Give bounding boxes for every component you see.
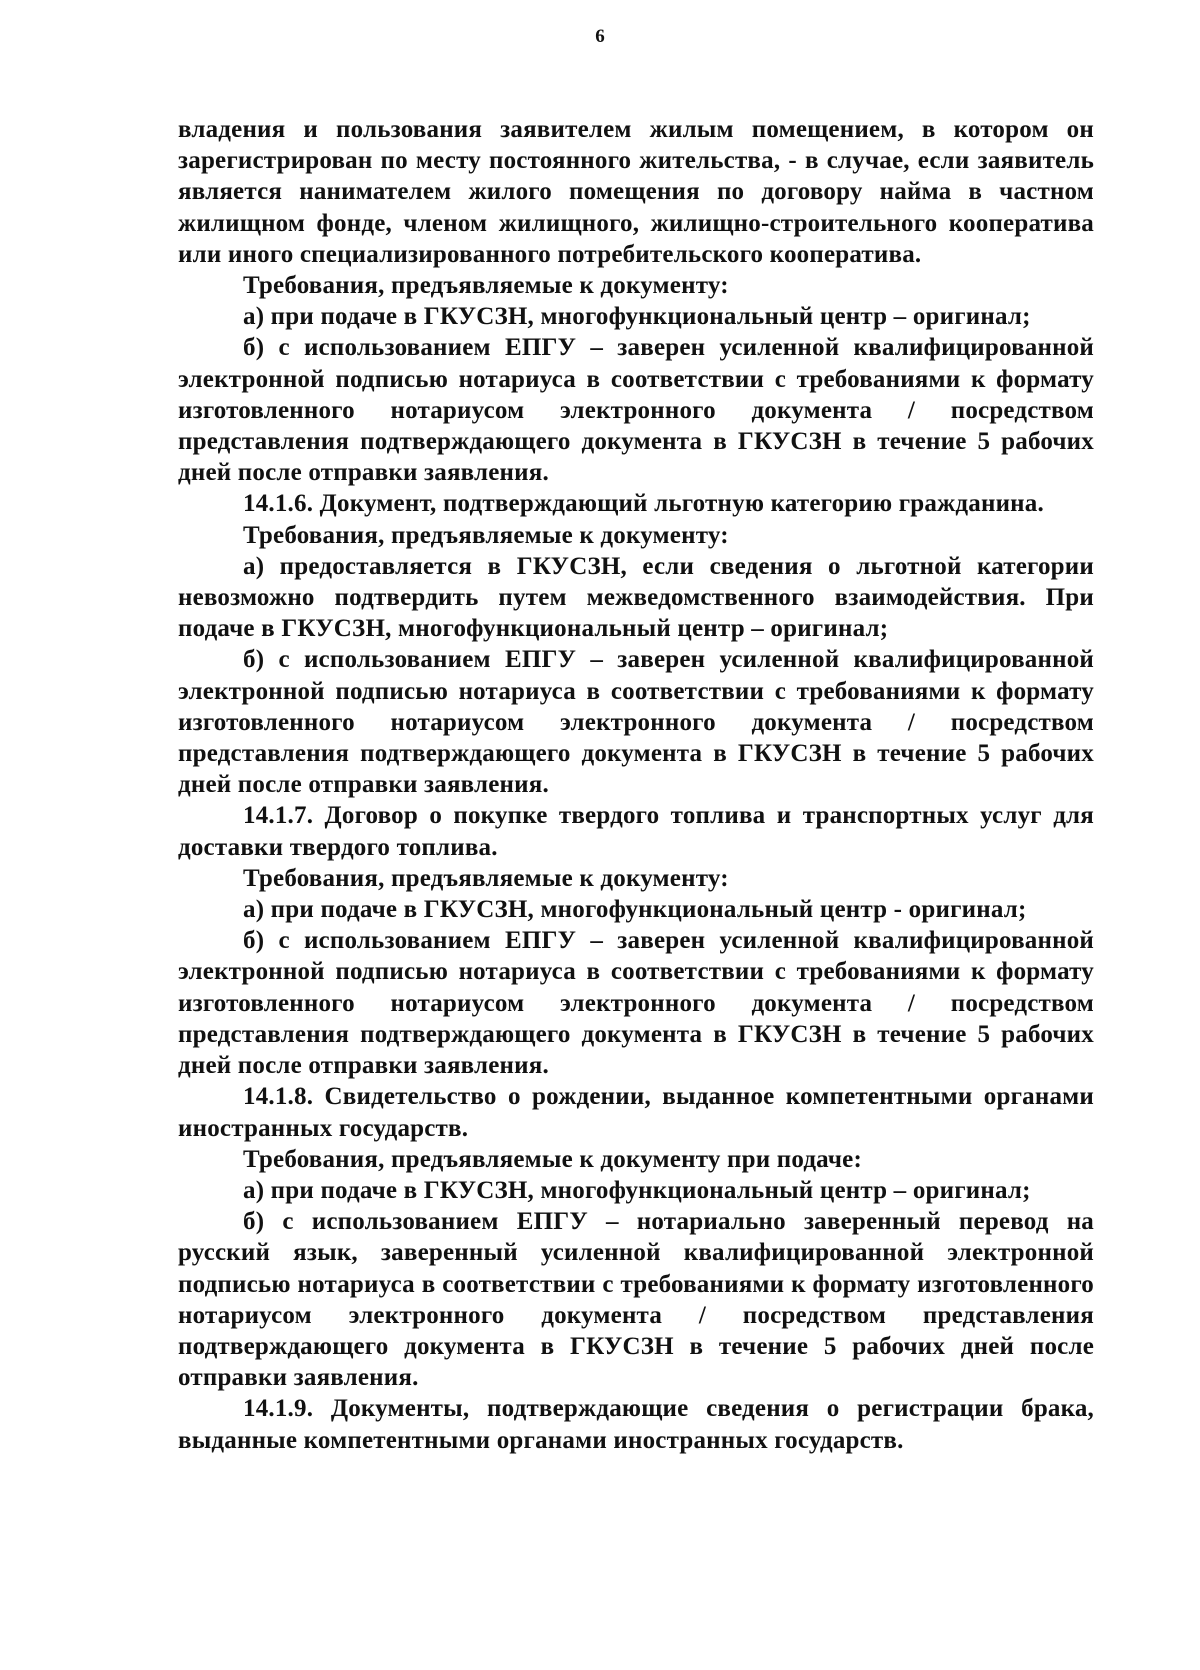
paragraph-item-b: б) с использованием ЕПГУ – заверен усиленной квалифицированной электронной подписью нотариуса в соответствии с требованиями к формату изготовленного нотариусом электронного документа / посредством представления подтверждающего документа в ГКУСЗН в течение 5 рабочих дней после отправки заявления. — [178, 646, 1094, 799]
paragraph-item-b: б) с использованием ЕПГУ – нотариально заверенный перевод на русский язык, заверенный усиленной квалифицированной электронной подписью нотариуса в соответствии с требованиями к формату изготовленного нотариусом электронного документа / посредством представления подтверждающего документа в ГКУСЗН в течение 5 рабочих дней после отправки заявления. — [178, 1208, 1094, 1392]
section-14-1-6-heading: 14.1.6. Документ, подтверждающий льготную категорию гражданина. — [243, 490, 1044, 518]
section-14-1-8-heading: 14.1.8. Свидетельство о рождении, выданное компетентными органами иностранных государств. — [178, 1083, 1094, 1142]
paragraph-item-b: б) с использованием ЕПГУ – заверен усиленной квалифицированной электронной подписью нотариуса в соответствии с требованиями к формату изготовленного нотариусом электронного документа / посредством представления подтверждающего документа в ГКУСЗН в течение 5 рабочих дней после отправки заявления. — [178, 927, 1094, 1080]
paragraph-requirements-heading: Требования, предъявляемые к документу при подаче: — [243, 1145, 863, 1173]
paragraph-item-a: а) при подаче в ГКУСЗН, многофункциональный центр - оригинал; — [243, 896, 1027, 924]
section-14-1-9-heading: 14.1.9. Документы, подтверждающие сведения о регистрации брака, выданные компетентными органами иностранных государств. — [178, 1395, 1094, 1454]
paragraph-requirements-heading: Требования, предъявляемые к документу: — [243, 864, 729, 892]
paragraph-requirements-heading: Требования, предъявляемые к документу: — [243, 272, 729, 300]
paragraph-item-b: б) с использованием ЕПГУ – заверен усиленной квалифицированной электронной подписью нотариуса в соответствии с требованиями к формату изготовленного нотариусом электронного документа / посредством представления подтверждающего документа в ГКУСЗН в течение 5 рабочих дней после отправки заявления. — [178, 334, 1094, 487]
paragraph-item-a: а) при подаче в ГКУСЗН, многофункциональный центр – оригинал; — [243, 1176, 1031, 1204]
document-body — [178, 114, 1094, 1456]
page-number: 6 — [595, 26, 605, 47]
section-14-1-7-heading: 14.1.7. Договор о покупке твердого топлива и транспортных услуг для доставки твердого топлива. — [178, 802, 1094, 861]
paragraph-requirements-heading: Требования, предъявляемые к документу: — [243, 521, 729, 549]
paragraph-item-a: а) предоставляется в ГКУСЗН, если сведения о льготной категории невозможно подтвердить путем межведомственного взаимодействия. При подаче в ГКУСЗН, многофункциональный центр – оригинал; — [178, 552, 1094, 643]
paragraph-continuation: владения и пользования заявителем жилым помещением, в котором он зарегистрирован по месту постоянного жительства, - в случае, если заявитель является нанимателем жилого помещения по договору найма в частном жилищном фонде, членом жилищного, жилищно-строительного кооператива или иного специализированного потребительского кооператива. — [178, 116, 1094, 268]
paragraph-item-a: а) при подаче в ГКУСЗН, многофункциональный центр – оригинал; — [243, 303, 1031, 331]
